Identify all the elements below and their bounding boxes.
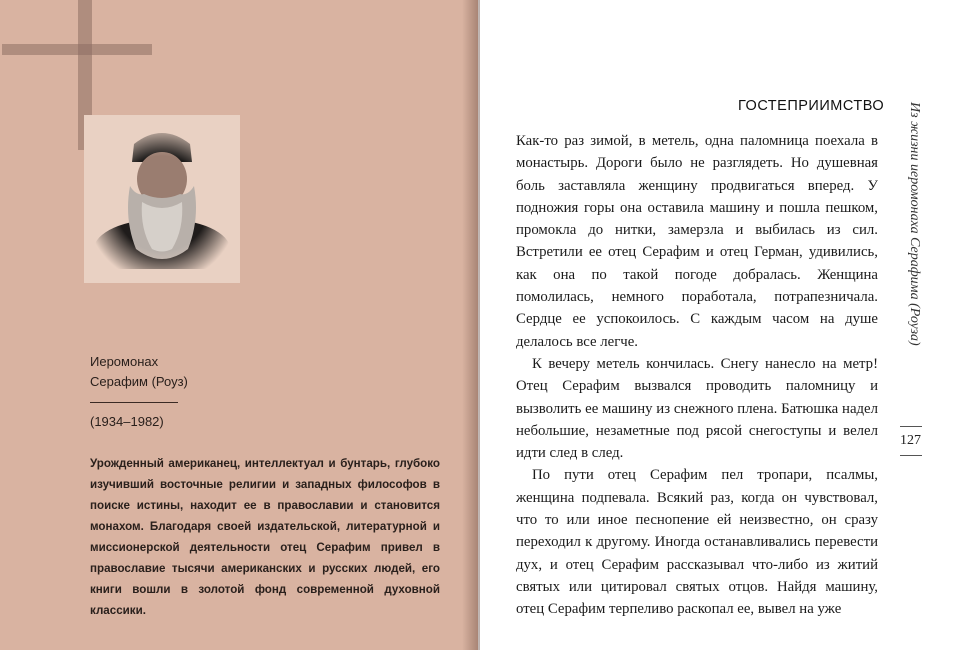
caption-role: Иеромонах [90, 354, 159, 369]
caption-divider [90, 402, 178, 403]
biography-text [90, 453, 440, 621]
page-number-rule-bottom [900, 455, 922, 456]
biography-paragraph: Урожденный американец, интеллектуал и бунтарь, глубоко изучивший восточные религии и западных философов в поиске истины, находит ее в православии и становится монахом. Благодаря своей издательской, литературной и миссионерской деятельности отец Серафим привел в православие тысячи американских и русских людей, его книги вошли в золотой фонд современной духовной классики. [90, 457, 440, 617]
portrait-caption [90, 352, 188, 392]
story-paragraph: Как-то раз зимой, в метель, одна паломница поехала в монастырь. Дороги было не разглядеть. Но душевная боль заставляла женщину продвигаться вперед. У подножия горы она оставила машину и пошла пешком, промокла до нитки, замерзла и выбилась из сил. Встретили ее отец Серафим и отец Герман, удивились, как она по такой погоде добралась. Женщина помолилась, немного поработала, потрапезничала. Сердце ее успокоилось. С каждым часом на душе делалось все легче. [516, 133, 878, 350]
chapter-heading: ГОСТЕПРИИМСТВО [738, 98, 885, 114]
life-years: (1934–1982) [90, 414, 164, 429]
cross-decoration-horizontal [2, 44, 152, 55]
running-head: Из жизни иеромонаха Серафима (Роуза) [907, 102, 922, 346]
story-body [516, 130, 878, 621]
monk-portrait-photo [92, 124, 232, 269]
story-paragraph: К вечеру метель кончилась. Снегу нанесло на метр! Отец Серафим вызвался проводить паломницу и вызволить ее машину из снежного плена. Батюшка надел небольшие, незаметные под рясой снегоступы и велел идти след в след. [516, 355, 878, 462]
caption-name: Серафим (Роуз) [90, 374, 188, 389]
page-number: 127 [900, 433, 921, 448]
left-page [0, 0, 478, 650]
page-number-rule-top [900, 426, 922, 427]
story-paragraph: По пути отец Серафим пел тропари, псалмы, женщина подпевала. Всякий раз, когда он чувствовал, что то или иное песнопение ей неизвестно, он сразу переходил к другому. Иногда останавливались перевести дух, и отец Серафим рассказывал что-либо из житий святых или цитировал святых отцов. Найдя машину, отец Серафим терпеливо раскопал ее, вывел на уже [516, 467, 878, 618]
book-gutter-shadow [462, 0, 480, 650]
